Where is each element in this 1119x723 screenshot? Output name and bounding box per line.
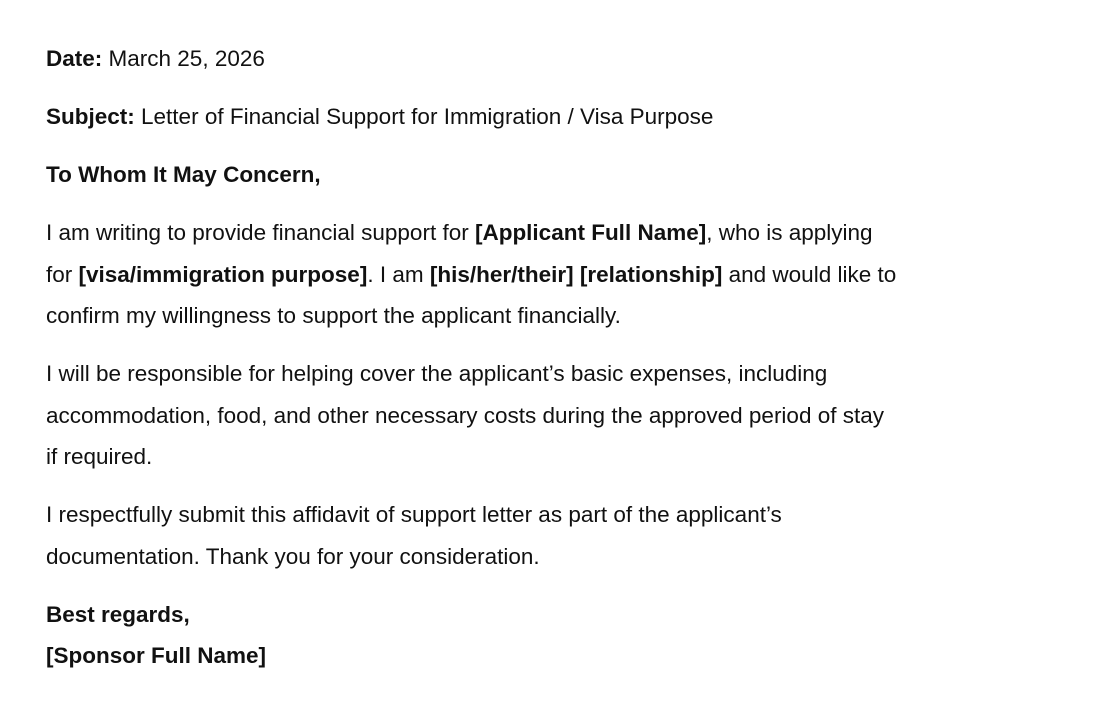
- text-segment: I am writing to provide financial support for: [46, 220, 475, 245]
- signature-name: [Sponsor Full Name]: [46, 643, 267, 668]
- subject-value: Letter of Financial Support for Immigration / Visa Purpose: [141, 104, 714, 129]
- letter-body: [46, 212, 1086, 577]
- salutation-text: To Whom It May Concern,: [46, 162, 321, 187]
- subject-line: [46, 96, 1086, 138]
- text-segment: accommodation, food, and other necessary costs during the approved period of stay: [46, 402, 884, 428]
- text-segment: if required.: [46, 444, 153, 469]
- text-line: [46, 494, 1086, 536]
- text-line: [46, 536, 1086, 578]
- text-segment: . I am: [367, 261, 430, 287]
- text-line: [46, 436, 1086, 478]
- text-segment: I will be responsible for helping cover the applicant’s basic expenses, including: [46, 361, 828, 386]
- placeholder-field: [Applicant Full Name]: [474, 220, 707, 245]
- closing-text: Best regards,: [46, 601, 190, 627]
- closing-block: [46, 594, 1086, 677]
- body-paragraph: [46, 212, 1086, 337]
- placeholder-field: [his/her/their] [relationship]: [429, 261, 723, 287]
- text-segment: for: [46, 261, 79, 287]
- salutation: [46, 154, 1086, 196]
- text-segment: and would like to: [722, 261, 897, 287]
- body-paragraph: [46, 494, 1086, 577]
- text-line: [46, 295, 1086, 337]
- text-segment: I respectfully submit this affidavit of support letter as part of the applicant’s: [46, 502, 782, 527]
- date-label: Date:: [46, 46, 103, 71]
- placeholder-field: [visa/immigration purpose]: [78, 261, 368, 287]
- text-line: [46, 353, 1086, 395]
- text-line: [46, 395, 1086, 437]
- text-segment: documentation. Thank you for your consideration.: [46, 543, 540, 569]
- text-segment: confirm my willingness to support the applicant financially.: [46, 303, 621, 328]
- date-line: [46, 38, 1086, 80]
- date-value: March 25, 2026: [108, 46, 265, 71]
- text-line: [46, 212, 1086, 254]
- subject-label: Subject:: [46, 104, 135, 129]
- body-paragraph: [46, 353, 1086, 478]
- letter-document: [46, 38, 1086, 693]
- text-line: [46, 254, 1086, 296]
- text-segment: , who is applying: [706, 220, 873, 245]
